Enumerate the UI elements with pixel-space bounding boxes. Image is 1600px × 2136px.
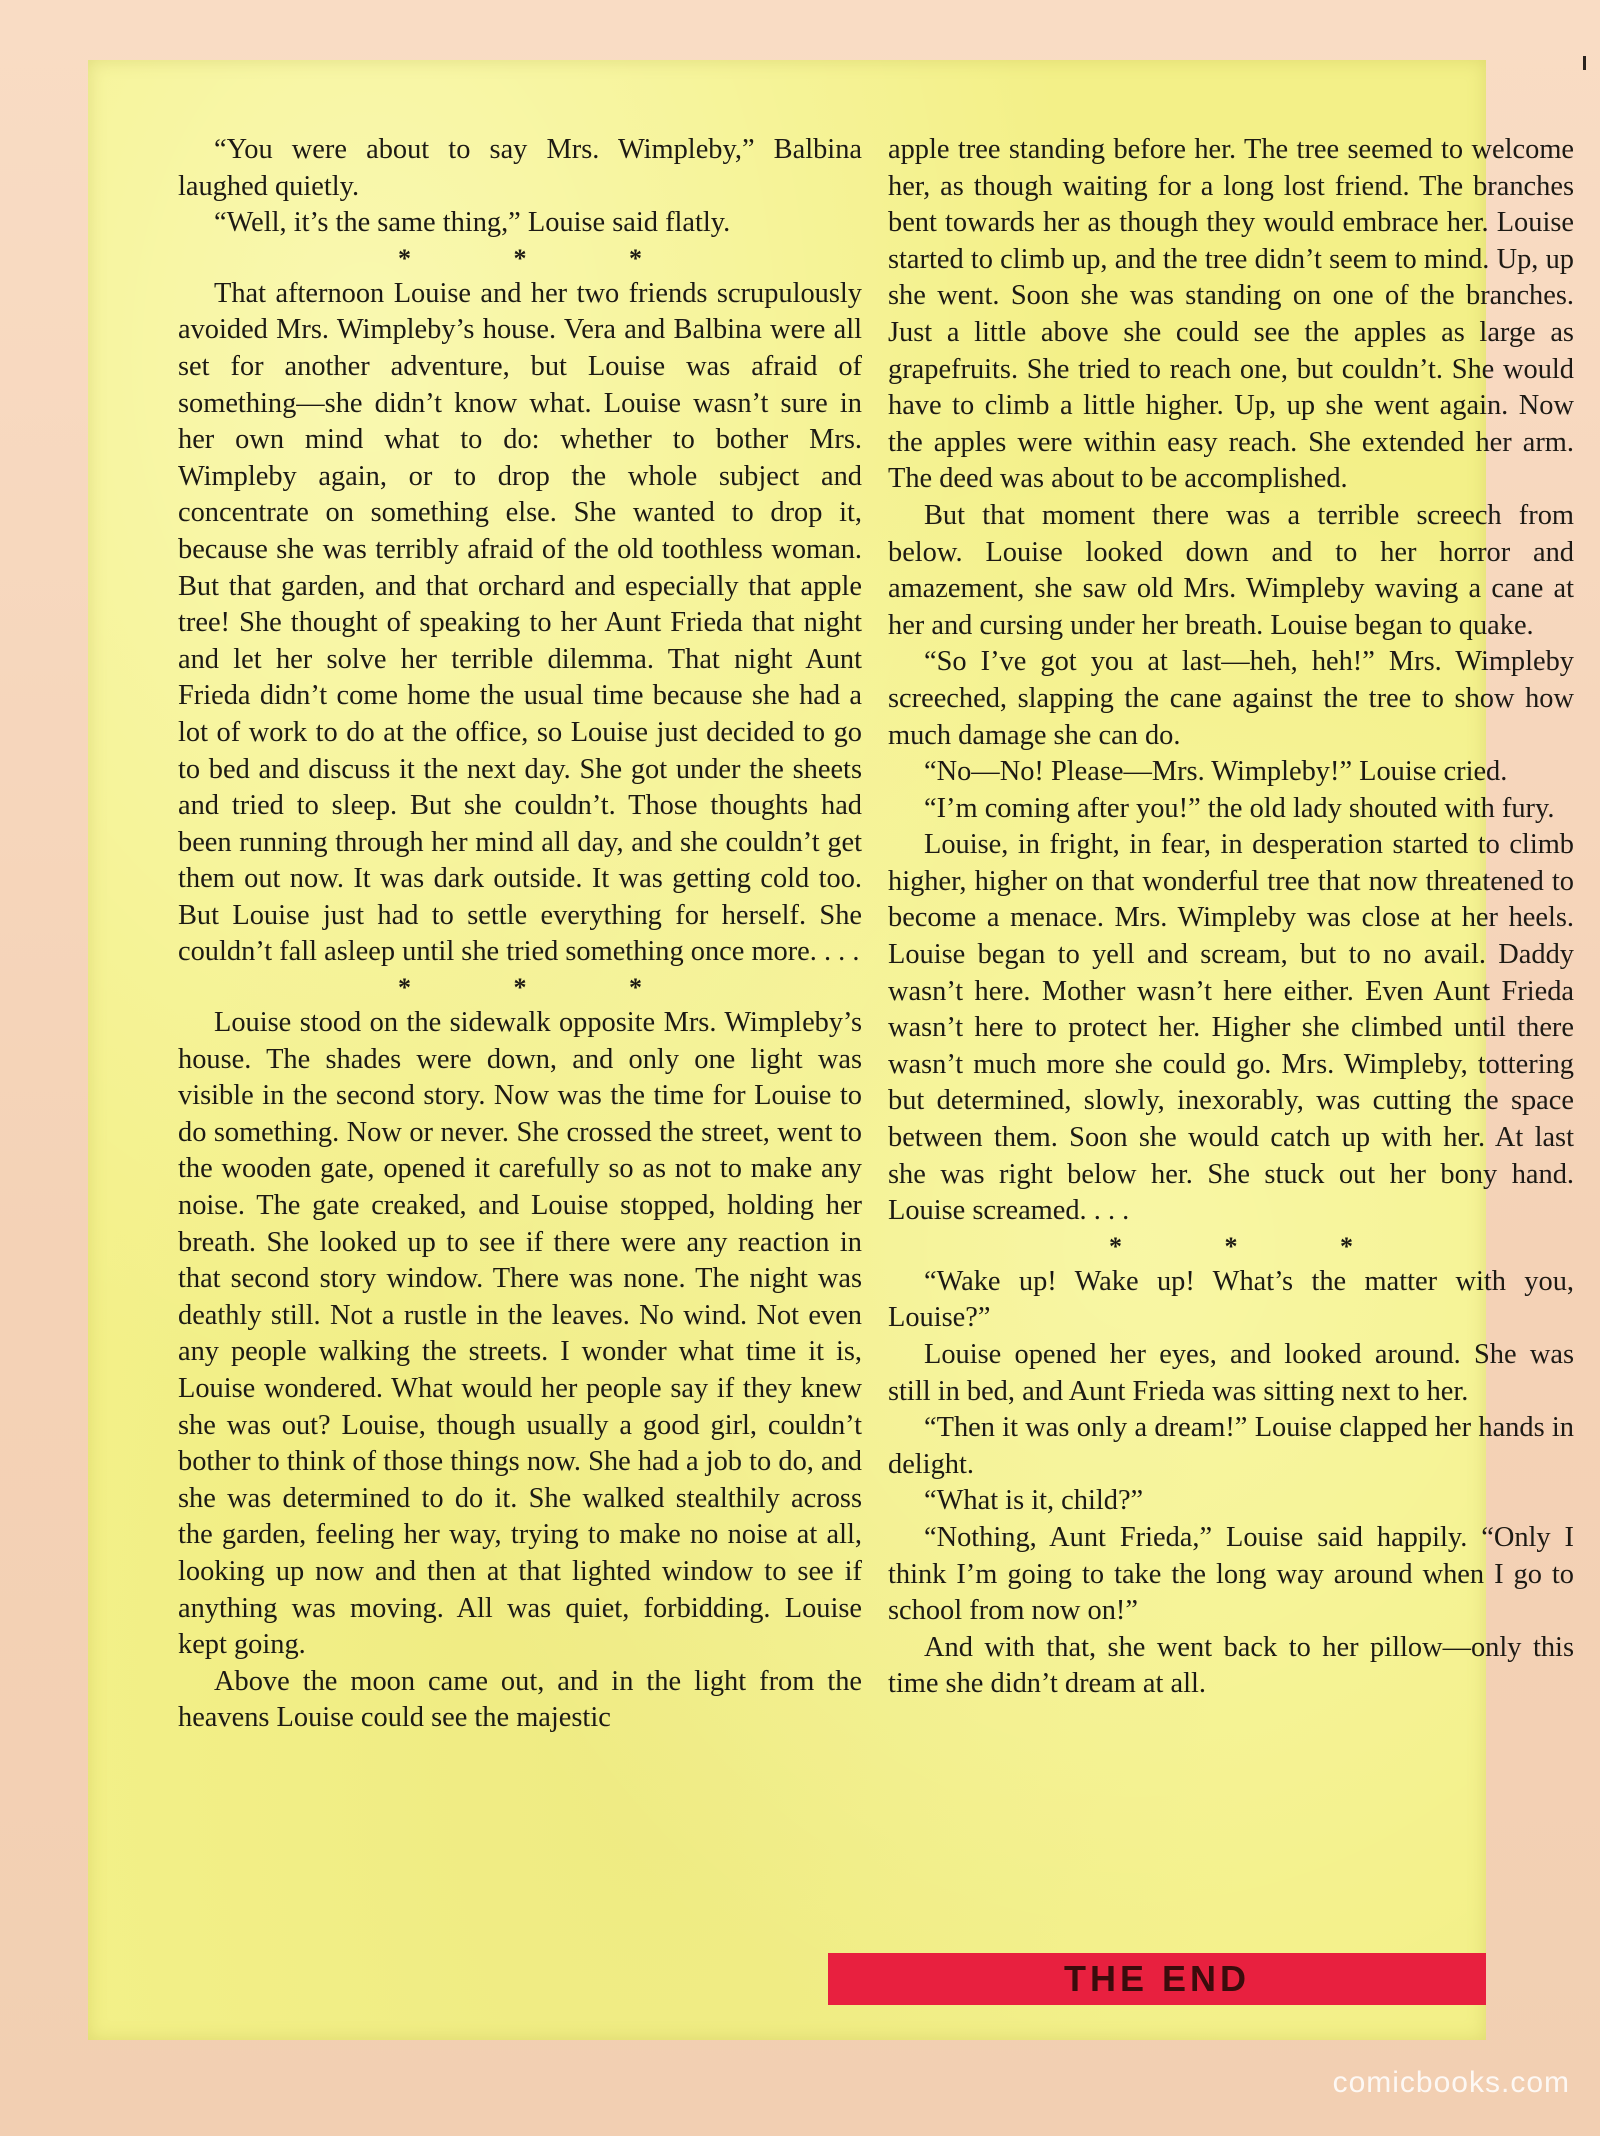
paragraph: And with that, she went back to her pillow—only this time she didn’t dream at all.	[888, 1631, 1574, 1700]
page-edge-mark	[1583, 56, 1586, 70]
paragraph: “I’m coming after you!” the old lady shouted with fury.	[924, 792, 1555, 824]
watermark: comicbooks.com	[1332, 2066, 1570, 2099]
paragraph: Louise stood on the sidewalk opposite Mrs. Wimpleby’s house. The shades were down, and only one light was visible in the second story. Now was the time for Louise to do something. Now or never. She crossed the street, went to the wooden gate, opened it carefully so as not to make any noise. The gate creaked, and Louise stopped, holding her breath. She looked up to see if there were any reaction in that second story window. There was none. The night was deathly still. Not a rustle in the leaves. No wind. Not even any people walking the streets. I wonder what time it is, Louise wondered. What would her people say if they knew she was out? Louise, though usually a good girl, couldn’t bother to think of those things now. She had a job to do, and she was determined to do it. She walked stealthily across the garden, feeling her way, trying to make no noise at all, looking up now and then at that lighted window to see if anything was moving. All was quiet, forbidding. Louise kept going.	[178, 1007, 862, 1661]
paragraph: apple tree standing before her. The tree seemed to welcome her, as though waiting for a long lost friend. The branches bent towards her as though they would embrace her. Louise started to climb up, and the tree didn’t seem to mind. Up, up she went. Soon she was standing on one of the branches. Just a little above she could see the apples as large as grapefruits. She tried to reach one, but couldn’t. She would have to climb a little higher. Up, up she went again. Now the apples were within easy reach. She extended her arm. The deed was about to be accomplished.	[888, 134, 1574, 495]
text-panel	[88, 60, 1574, 2040]
paragraph: “Then it was only a dream!” Louise clapped her hands in delight.	[888, 1412, 1574, 1480]
paragraph: “Well, it’s the same thing,” Louise said flatly.	[214, 207, 731, 239]
paragraph: “Wake up! Wake up! What’s the matter with you, Louise?”	[888, 1265, 1574, 1334]
paragraph: Louise, in fright, in fear, in desperation started to climb higher, higher on that wonderful tree that now threatened to become a menace. Mrs. Wimpleby was close at her heels. Louise began to yell and scream, but to no avail. Daddy wasn’t here. Mother wasn’t here either. Even Aunt Frieda wasn’t here to protect her. Higher she climbed until there wasn’t much more she could go. Mrs. Wimpleby, tottering but determined, slowly, inexorably, was cutting the space between them. Soon she would catch up with her. At last she was right below her. She stuck out her bony hand. Louise screamed. . . .	[888, 829, 1574, 1227]
section-separator: * * *	[1109, 1231, 1401, 1261]
paragraph: “So I’ve got you at last—heh, heh!” Mrs. Wimpleby screeched, slapping the cane against the tree to show how much damage she can do.	[888, 646, 1574, 751]
paragraph: Above the moon came out, and in the light from the heavens Louise could see the majestic	[178, 1665, 862, 1734]
paragraph: That afternoon Louise and her two friends scrupulously avoided Mrs. Wimpleby’s house. Vera and Balbina were all set for another adventure, but Louise was afraid of something—she didn’t know what. Louise wasn’t sure in her own mind what to do: whether to bother Mrs. Wimpleby again, or to drop the whole subject and concentrate on something else. She wanted to drop it, because she was terribly afraid of the old toothless woman. But that garden, and that orchard and especially that apple tree! She thought of speaking to her Aunt Frieda that night and let her solve her terrible dilemma. That night Aunt Frieda didn’t come home the usual time because she had a lot of work to do at the office, so Louise just decided to go to bed and discuss it the next day. She got under the sheets and tried to sleep. But she couldn’t. Those thoughts had been running through her mind all day, and she couldn’t get them out now. It was dark outside. It was getting cold too. But Louise just had to settle everything for herself. She couldn’t fall asleep until she tried something once more. . . .	[178, 277, 862, 968]
section-separator: * * *	[398, 243, 690, 273]
paragraph: “No—No! Please—Mrs. Wimpleby!” Louise cried.	[924, 756, 1508, 788]
left-column	[178, 132, 862, 1737]
right-column	[888, 132, 1574, 1703]
paragraph: “Nothing, Aunt Frieda,” Louise said happily. “Only I think I’m going to take the long way around when I go to school from now on!”	[888, 1521, 1574, 1627]
paragraph: “What is it, child?”	[924, 1485, 1144, 1517]
paragraph: “You were about to say Mrs. Wimpleby,” Balbina laughed quietly.	[178, 134, 862, 202]
paragraph: Louise opened her eyes, and looked around. She was still in bed, and Aunt Frieda was sitting next to her.	[888, 1339, 1574, 1407]
section-separator: * * *	[398, 973, 690, 1003]
the-end-banner: THE END	[828, 1953, 1486, 2005]
paragraph: But that moment there was a terrible screech from below. Louise looked down and to her horror and amazement, she saw old Mrs. Wimpleby waving a cane at her and cursing under her breath. Louise began to quake.	[888, 499, 1574, 641]
